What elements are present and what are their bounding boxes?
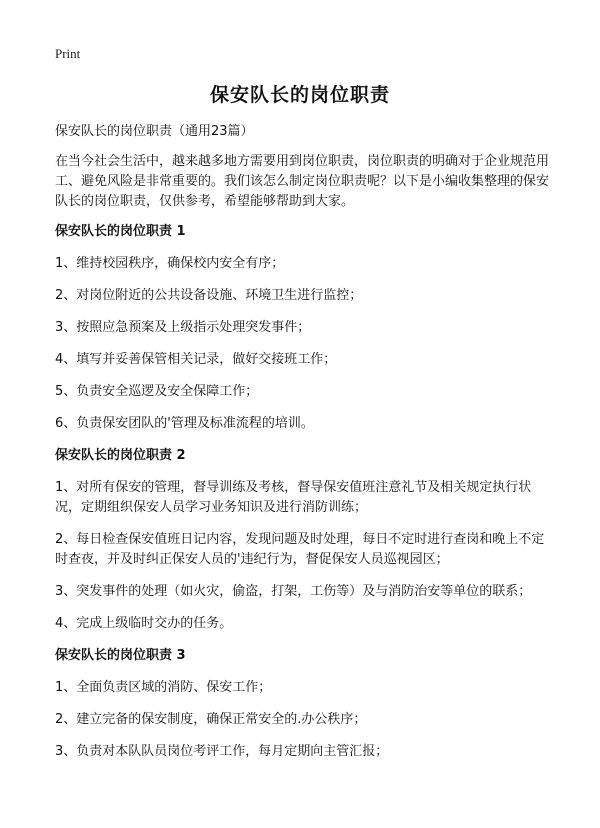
- list-item: 2、每日检查保安值班日记内容，发现问题及时处理，每日不定时进行查岗和晚上不定时查夜，并及时纠正保安人员的'违纪行为，督促保安人员巡视园区；: [55, 532, 545, 567]
- section-heading: 保安队长的岗位职责 3: [55, 648, 186, 663]
- list-item: 4、填写并妥善保管相关记录，做好交接班工作；: [55, 352, 337, 367]
- list-item: 4、完成上级临时交办的任务。: [55, 616, 233, 631]
- section-1: [55, 222, 555, 434]
- intro-paragraph: 在当今社会生活中，越来越多地方需要用到岗位职责，岗位职责的明确对于企业规范用工、避免风险是非常重要的。我们该怎么制定岗位职责呢？以下是小编收集整理的保安队长的岗位职责，仅供参考，希望能够帮助到大家。: [55, 154, 550, 209]
- list-item: 1、维持校园秩序，确保校内安全有序；: [55, 256, 285, 271]
- list-item: 2、建立完备的保安制度，确保正常安全的.办公秩序；: [55, 712, 367, 727]
- list-item: 3、负责对本队队员岗位考评工作，每月定期向主管汇报；: [55, 744, 389, 759]
- document-body: [55, 122, 555, 774]
- list-item: 5、负责安全巡逻及安全保障工作；: [55, 384, 259, 399]
- list-item: 2、对岗位附近的公共设备设施、环境卫生进行监控；: [55, 288, 363, 303]
- list-item: 3、突发事件的处理（如火灾，偷盗，打架，工伤等）及与消防治安等单位的联系；: [55, 584, 532, 599]
- list-item: 6、负责保安团队的'管理及标准流程的培训。: [55, 416, 314, 431]
- section-3: [55, 646, 555, 762]
- document-title: 保安队长的岗位职责: [209, 84, 390, 106]
- print-link[interactable]: Print: [55, 46, 81, 61]
- section-heading: 保安队长的岗位职责 1: [55, 224, 186, 239]
- section-2: [55, 446, 555, 634]
- document-subtitle: 保安队长的岗位职责（通用23篇）: [55, 124, 254, 139]
- list-item: 1、全面负责区域的消防、保安工作；: [55, 680, 272, 695]
- list-item: 1、对所有保安的管理，督导训练及考核，督导保安值班注意礼节及相关规定执行状况，定期组织保安人员学习业务知识及进行消防训练；: [55, 480, 532, 515]
- section-heading: 保安队长的岗位职责 2: [55, 448, 186, 463]
- list-item: 3、按照应急预案及上级指示处理突发事件；: [55, 320, 311, 335]
